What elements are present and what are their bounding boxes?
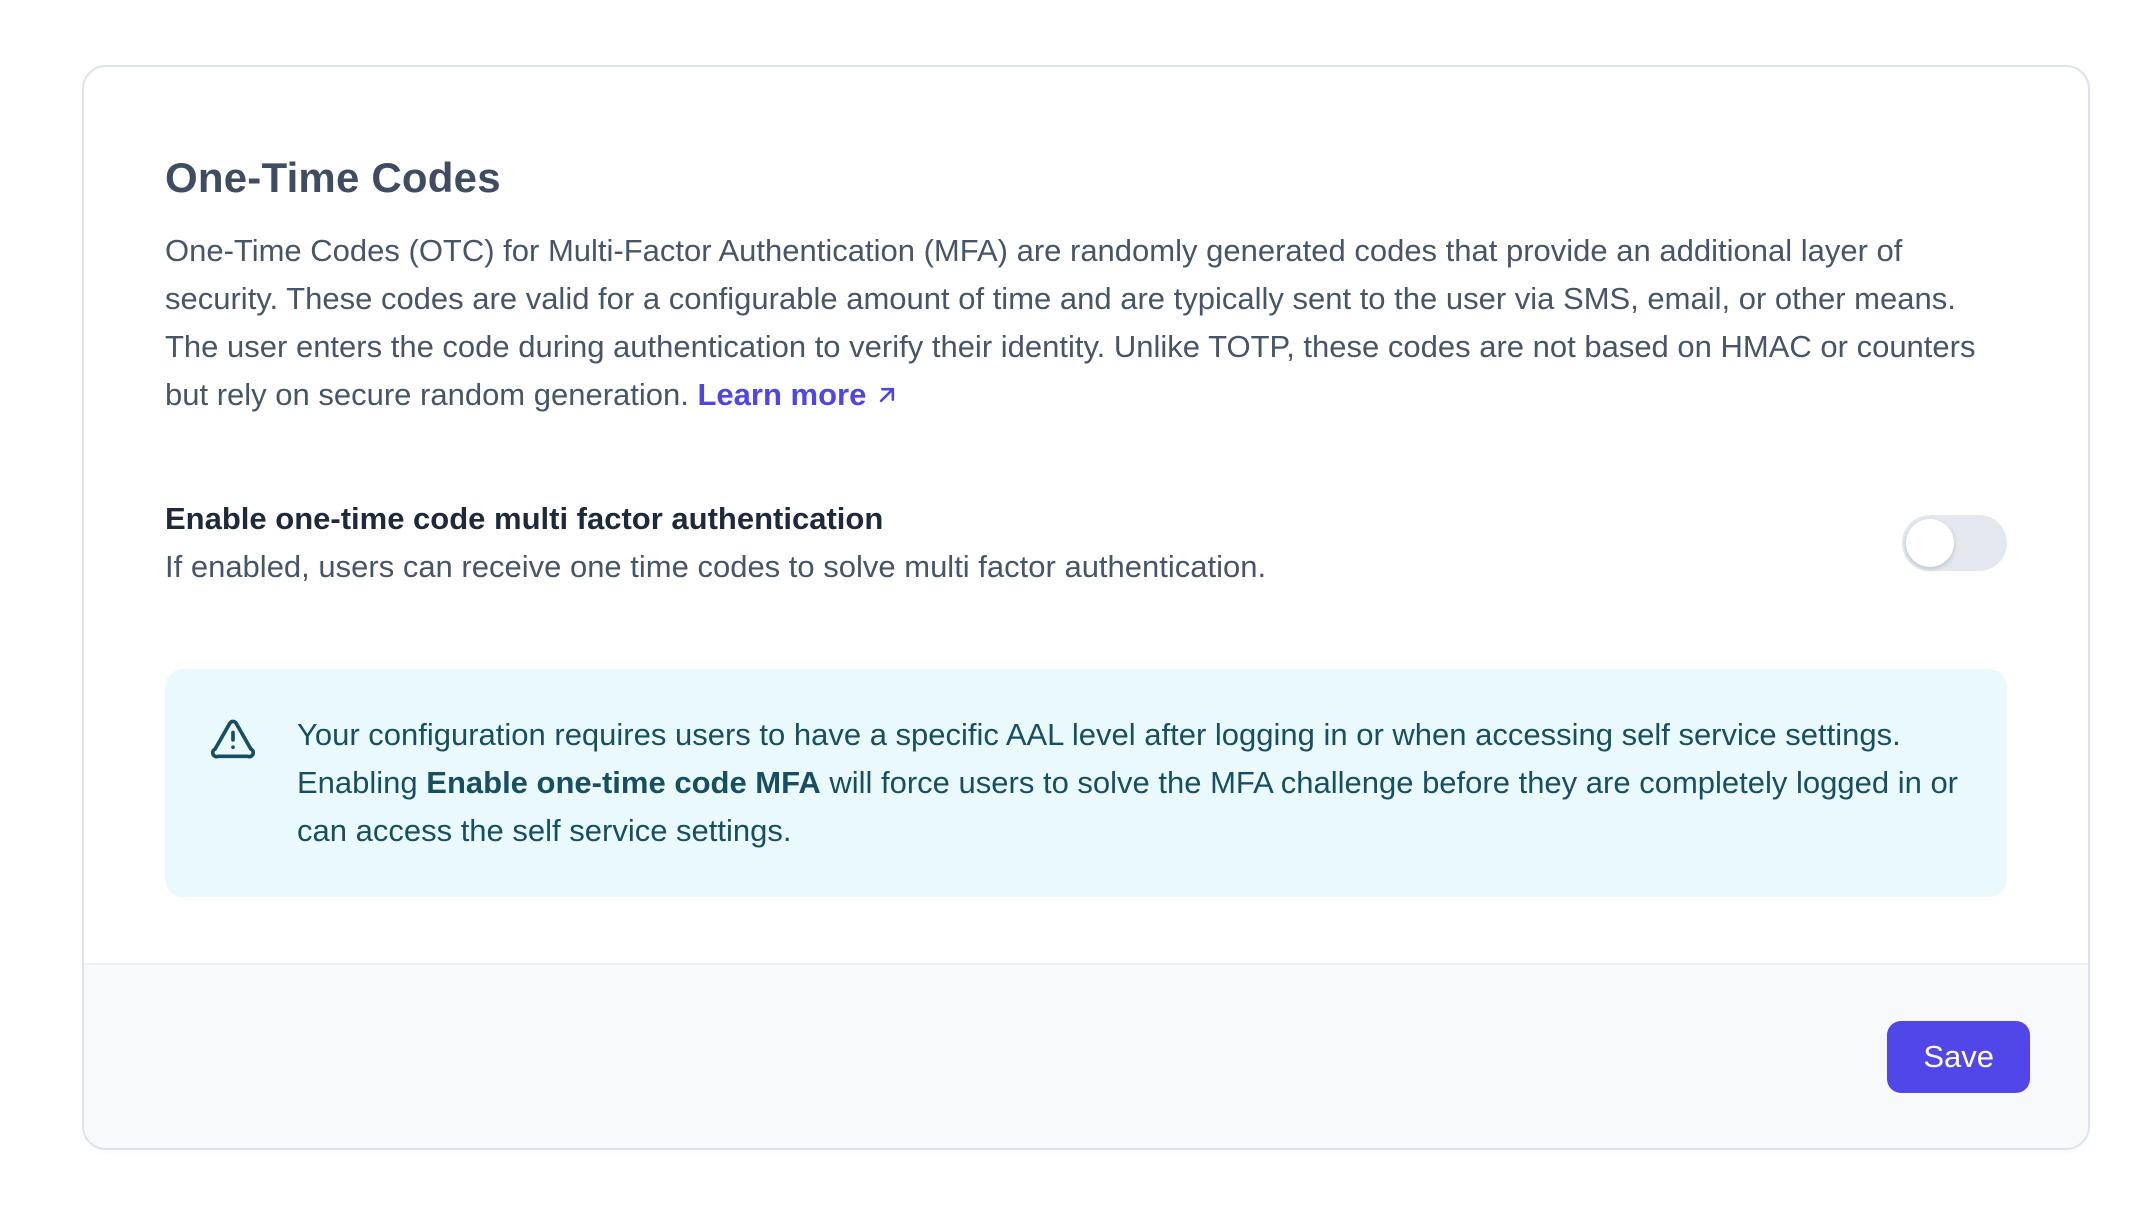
alert-triangle-icon (211, 716, 255, 760)
otc-toggle[interactable] (1902, 515, 2007, 571)
setting-help-text: If enabled, users can receive one time codes to solve multi factor authentication. (165, 549, 1267, 584)
setting-text-block (165, 495, 1266, 591)
learn-more-link[interactable] (698, 377, 902, 412)
warning-text-before: Your configuration requires users to have a specific AAL level after logging in or when accessing self service settings. Enabling (297, 717, 1901, 800)
otc-setting-row (165, 495, 2007, 591)
warning-text-bold: Enable one-time code MFA (426, 765, 821, 800)
toggle-knob[interactable] (1906, 519, 1954, 567)
description-text: One-Time Codes (OTC) for Multi-Factor Authentication (MFA) are randomly generated codes that provide an additional layer of security. These codes are valid for a configurable amount of time and are typically sent to the user via SMS, email, or other means. The user enters the code during authentication to verify their identity. Unlike TOTP, these codes are not based on HMAC or counters but rely on secure random generation. (165, 233, 1976, 412)
learn-more-label: Learn more (697, 377, 867, 412)
description-paragraph (165, 227, 2007, 419)
one-time-codes-card (82, 65, 2090, 1150)
card-footer (84, 963, 2088, 1148)
page-title: One-Time Codes (165, 154, 501, 201)
external-arrow-icon (873, 381, 901, 409)
setting-label: Enable one-time code multi factor authentication (165, 501, 884, 536)
warning-text (297, 711, 1961, 855)
card-body (84, 67, 2088, 963)
aal-warning-banner (165, 669, 2007, 897)
warning-text-after: will force users to solve the MFA challenge before they are completely logged in or can access the self service settings. (297, 765, 1959, 848)
save-button[interactable]: Save (1887, 1021, 2030, 1093)
